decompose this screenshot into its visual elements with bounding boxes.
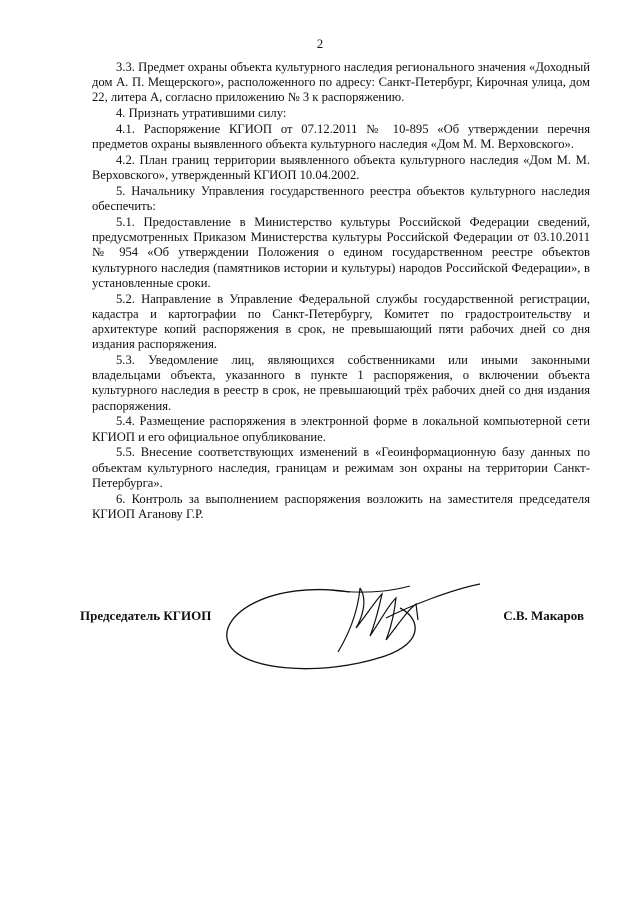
handwritten-signature: [210, 570, 510, 680]
paragraph-5: 5. Начальнику Управления государственного реестра объектов культурного наследия обеспечить:: [92, 184, 590, 214]
paragraph-5-2: 5.2. Направление в Управление Федеральной службы государственной регистрации, кадастра и картографии по Санкт-Петербургу, Комитет по градостроительству и архитектуре копий распоряжения в срок, не превышающий пяти рабочих дней со дня издания распоряжения.: [92, 291, 590, 352]
paragraph-5-4: 5.4. Размещение распоряжения в электронной форме в локальной компьютерной сети КГИОП и его официальное опубликование.: [92, 414, 590, 444]
signatory-name: С.В. Макаров: [503, 608, 584, 623]
paragraph-3-3: 3.3. Предмет охраны объекта культурного наследия регионального значения «Доходный дом А. П. Мещерского», расположенного по адресу: Санкт-Петербург, Кирочная улица, дом 22, литера А, согласно приложению № 3 к распоряжению.: [92, 60, 590, 105]
paragraph-5-3: 5.3. Уведомление лиц, являющихся собственниками или иными законными владельцами объекта, указанного в пункте 1 распоряжения, о включении объекта культурного наследия в реестр в срок, не превышающий трёх рабочих дней со дня издания распоряжения.: [92, 353, 590, 413]
page-number: 2: [316, 36, 324, 51]
paragraph-5-1: 5.1. Предоставление в Министерство культуры Российской Федерации сведений, предусмотренных Приказом Министерства культуры Российской Федерации от 03.10.2011 № 954 «Об утверждении Положения о едином государственном реестре объектов культурного наследия (памятников истории и культуры) народов Российской Федерации», в установленные сроки.: [92, 215, 590, 290]
paragraph-4-1: 4.1. Распоряжение КГИОП от 07.12.2011 № 10-895 «Об утверждении перечня предметов охраны выявленного объекта культурного наследия «Дом М. М. Верховского».: [92, 122, 590, 152]
signature-block: [80, 600, 590, 680]
paragraph-4: 4. Признать утратившими силу:: [116, 106, 287, 121]
signatory-position: Председатель КГИОП: [80, 608, 212, 623]
paragraph-5-5: 5.5. Внесение соответствующих изменений в «Геоинформационную базу данных по объектам культурного наследия, границам и режимам зон охраны на территории Санкт-Петербурга».: [92, 445, 590, 490]
document-body: [92, 60, 590, 523]
paragraph-4-2: 4.2. План границ территории выявленного объекта культурного наследия «Дом М. М. Верховского», утвержденный КГИОП 10.04.2002.: [92, 153, 590, 183]
paragraph-6: 6. Контроль за выполнением распоряжения возложить на заместителя председателя КГИОП Аганову Г.Р.: [92, 491, 590, 521]
